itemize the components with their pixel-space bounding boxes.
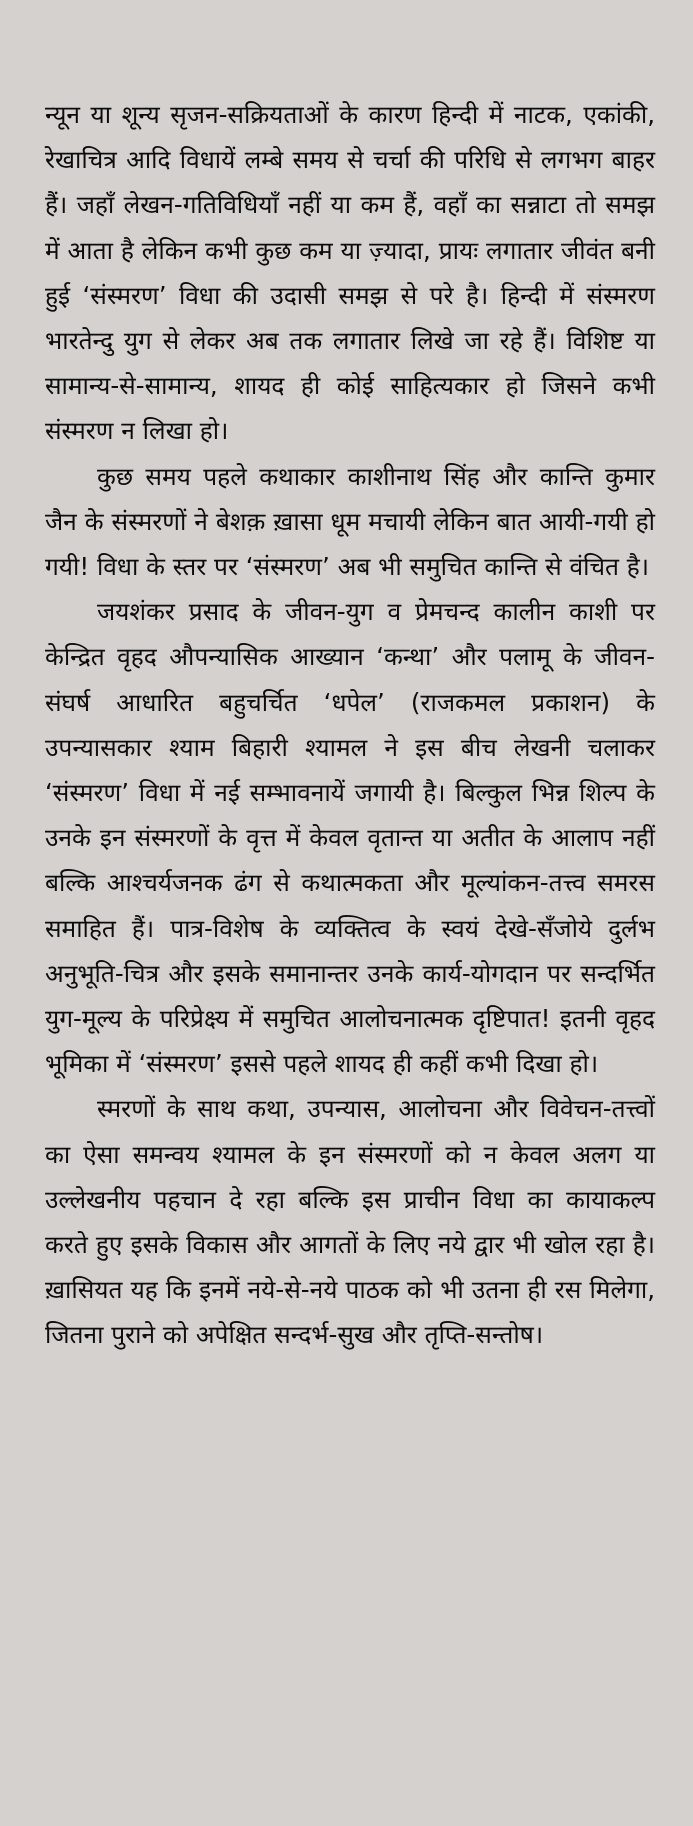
paragraph-2: कुछ समय पहले कथाकार काशीनाथ सिंह और कान्ति कुमार जैन के संस्मरणों ने बेशक़ ख़ासा धूम मचायी लेकिन बात आयी-गयी हो गयी! विधा के स्तर पर ‘संस्मरण’ अब भी समुचित कान्ति से वंचित है। xyxy=(45,461,655,582)
paragraph-3: जयशंकर प्रसाद के जीवन-युग व प्रेमचन्द कालीन काशी पर केन्द्रित वृहद औपन्यासिक आख्यान ‘कन्था’ और पलामू के जीवन-संघर्ष आधारित बहुचर्चित ‘धपेल’ (राजकमल प्रकाशन) के उपन्यासकार श्याम बिहारी श्यामल ने इस बीच लेखनी चलाकर ‘संस्मरण’ विधा में नई सम्भावनायें जगायी है। बिल्कुल भिन्न शिल्प के उनके इन संस्मरणों के वृत्त में केवल वृतान्त या अतीत के आलाप नहीं बल्कि आश्चर्यजनक ढंग से कथात्मकता और मूल्यांकन-तत्त्व समरस समाहित हैं। पात्र-विशेष के व्यक्तित्व के स्वयं देखे-सँजोये दुर्लभ अनुभूति-चित्र और इसके समानान्तर उनके कार्य-योगदान पर सन्दर्भित युग-मूल्य के परिप्रेक्ष्य में समुचित आलोचनात्मक दृष्टिपात! इतनी वृहद भूमिका में ‘संस्मरण’ इससे पहले शायद ही कहीं कभी दिखा हो। xyxy=(45,597,655,1079)
text-page xyxy=(45,92,655,1358)
paragraph-1: न्यून या शून्य सृजन-सक्रियताओं के कारण हिन्दी में नाटक, एकांकी, रेखाचित्र आदि विधायें लम्बे समय से चर्चा की परिधि से लगभग बाहर हैं। जहाँ लेखन-गतिविधियाँ नहीं या कम हैं, वहाँ का सन्नाटा तो समझ में आता है लेकिन कभी कुछ कम या ज़्यादा, प्रायः लगातार जीवंत बनी हुई ‘संस्मरण’ विधा की उदासी समझ से परे है। हिन्दी में संस्मरण भारतेन्दु युग से लेकर अब तक लगातार लिखे जा रहे हैं। विशिष्ट या सामान्य-से-सामान्य, शायद ही कोई साहित्यकार हो जिसने कभी संस्मरण न लिखा हो। xyxy=(45,100,655,446)
paragraph-4: स्मरणों के साथ कथा, उपन्यास, आलोचना और विवेचन-तत्त्वों का ऐसा समन्वय श्यामल के इन संस्मरणों को न केवल अलग या उल्लेखनीय पहचान दे रहा बल्कि इस प्राचीन विधा का कायाकल्प करते हुए इसके विकास और आगतों के लिए नये द्वार भी खोल रहा है। ख़ासियत यह कि इनमें नये-से-नये पाठक को भी उतना ही रस मिलेगा, जितना पुराने को अपेक्षित सन्दर्भ-सुख और तृप्ति-सन्तोष। xyxy=(45,1094,655,1350)
